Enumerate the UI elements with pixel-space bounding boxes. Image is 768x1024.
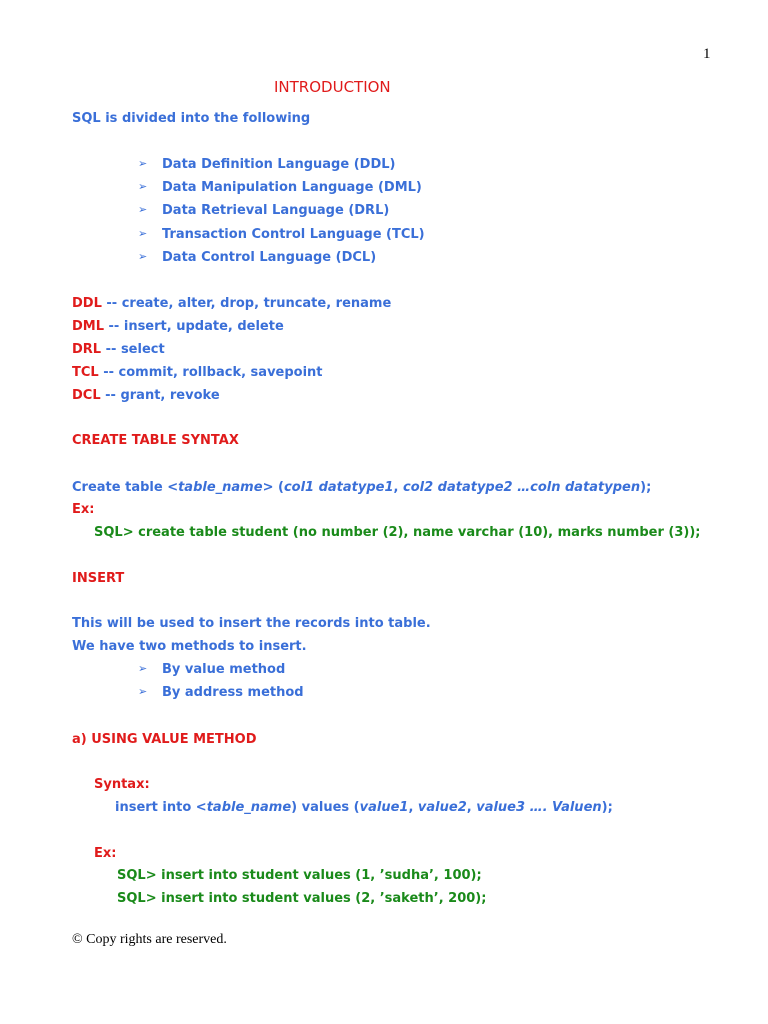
value-method-heading: a) USING VALUE METHOD (72, 732, 257, 747)
list-item (138, 250, 377, 265)
list-item-label: Data Retrieval Language (DRL) (162, 203, 390, 218)
list-item-label: Data Control Language (DCL) (162, 250, 377, 265)
syntax-text: ); (640, 480, 652, 495)
syntax-text: , (393, 480, 403, 495)
create-table-example: SQL> create table student (no number (2), name varchar (10), marks number (3)); (94, 525, 701, 540)
syntax-param: col2 datatype2 …coln datatypen (403, 480, 641, 495)
arrow-bullet-icon: ➢ (138, 157, 148, 170)
command-key: TCL (72, 365, 99, 380)
command-sep: -- (98, 365, 119, 380)
syntax-text: , (466, 800, 477, 815)
command-key: DRL (72, 342, 102, 357)
create-table-syntax (72, 480, 651, 495)
syntax-param: value2 (417, 800, 467, 815)
arrow-bullet-icon: ➢ (138, 685, 148, 698)
command-key: DML (72, 319, 105, 334)
insert-heading: INSERT (72, 571, 125, 586)
command-row (72, 388, 220, 403)
list-item-label: By address method (162, 685, 304, 700)
syntax-param: col1 datatype1 (283, 480, 394, 495)
list-item-label: By value method (162, 662, 286, 677)
command-row (72, 296, 391, 311)
list-item (138, 685, 304, 700)
copyright-footer: © Copy rights are reserved. (72, 932, 227, 947)
arrow-bullet-icon: ➢ (138, 250, 148, 263)
page-title: INTRODUCTION (274, 78, 391, 96)
ex-label: Ex: (72, 502, 95, 517)
command-key: DCL (72, 388, 101, 403)
command-sep: -- (100, 388, 121, 403)
syntax-text: insert into < (115, 800, 207, 815)
insert-example: SQL> insert into student values (2, ’saketh’, 200); (117, 891, 487, 906)
insert-description: This will be used to insert the records into table. (72, 616, 431, 631)
list-item-label: Transaction Control Language (TCL) (162, 227, 425, 242)
command-row (72, 319, 284, 334)
list-item (138, 227, 425, 242)
page-number: 1 (703, 46, 711, 62)
arrow-bullet-icon: ➢ (138, 662, 148, 675)
arrow-bullet-icon: ➢ (138, 180, 148, 193)
command-value: insert, update, delete (123, 319, 284, 334)
command-row (72, 365, 323, 380)
syntax-param: value3 …. Valuen (476, 800, 602, 815)
intro-text: SQL is divided into the following (72, 111, 311, 126)
command-sep: -- (104, 319, 124, 334)
insert-example: SQL> insert into student values (1, ’sudha’, 100); (117, 868, 482, 883)
command-value: grant, revoke (120, 388, 220, 403)
list-item (138, 662, 286, 677)
list-item-label: Data Manipulation Language (DML) (162, 180, 422, 195)
syntax-text: Create table < (72, 480, 179, 495)
syntax-text: , (408, 800, 418, 815)
command-sep: -- (101, 342, 121, 357)
list-item (138, 157, 396, 172)
list-item (138, 180, 422, 195)
list-item-label: Data Definition Language (DDL) (162, 157, 396, 172)
command-value: commit, rollback, savepoint (118, 365, 323, 380)
arrow-bullet-icon: ➢ (138, 227, 148, 240)
command-value: create, alter, drop, truncate, rename (121, 296, 392, 311)
syntax-param: value1 (359, 800, 409, 815)
list-item (138, 203, 390, 218)
insert-syntax (115, 800, 613, 815)
insert-description: We have two methods to insert. (72, 639, 307, 654)
command-value: select (120, 342, 165, 357)
syntax-param: table_name (206, 800, 292, 815)
ex-label: Ex: (94, 846, 117, 861)
command-key: DDL (72, 296, 102, 311)
syntax-text: > ( (262, 480, 284, 495)
command-row (72, 342, 165, 357)
syntax-text: ) values ( (291, 800, 360, 815)
create-table-heading: CREATE TABLE SYNTAX (72, 433, 239, 448)
syntax-text: ); (601, 800, 613, 815)
command-sep: -- (101, 296, 122, 311)
arrow-bullet-icon: ➢ (138, 203, 148, 216)
syntax-param: table_name (178, 480, 263, 495)
syntax-label: Syntax: (94, 777, 150, 792)
